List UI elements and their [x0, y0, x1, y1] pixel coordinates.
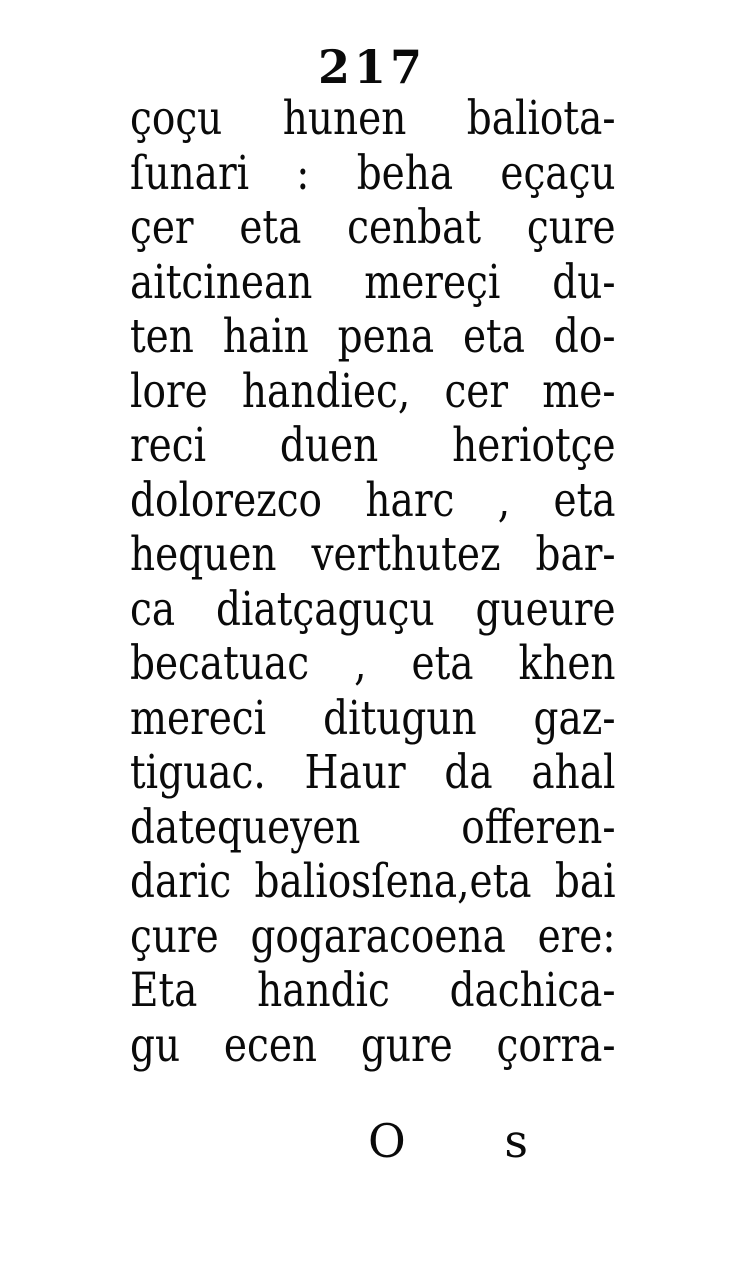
- text-line: [130, 92, 616, 147]
- word: duen: [279, 418, 379, 473]
- word: gure: [360, 1017, 453, 1073]
- text-line: [130, 746, 616, 801]
- word: bai: [554, 854, 616, 909]
- word: baliota-: [466, 91, 616, 146]
- word: ecen: [223, 1017, 318, 1073]
- word: hain: [222, 309, 309, 364]
- text-line: [130, 419, 616, 474]
- word: da: [444, 745, 493, 800]
- word: :: [296, 145, 310, 201]
- text-line: [130, 910, 616, 965]
- word: dolorezco: [130, 472, 323, 528]
- word: mereci: [130, 690, 267, 746]
- text-line: [130, 583, 616, 638]
- text-line: [130, 365, 616, 420]
- page-number: 217: [317, 40, 427, 94]
- word: handic: [257, 963, 390, 1018]
- word: verthutez: [311, 527, 501, 582]
- text-line: [130, 147, 616, 202]
- word: ,: [497, 472, 511, 528]
- word: ca: [130, 581, 176, 637]
- word: du-: [552, 254, 616, 310]
- word: khen: [518, 636, 616, 691]
- catchword-part: O: [368, 1114, 406, 1168]
- word: daric: [130, 854, 232, 909]
- word: gueure: [475, 581, 616, 637]
- word: çoçu: [130, 91, 223, 146]
- word: harc: [365, 472, 455, 528]
- word: ditugun: [323, 690, 477, 746]
- word: reci: [130, 418, 207, 473]
- word: datequeyen: [130, 799, 361, 855]
- word: handiec,: [241, 363, 411, 419]
- word: lore: [130, 363, 208, 419]
- word: eta: [553, 472, 616, 528]
- word: ahal: [531, 745, 616, 800]
- word: diatçaguçu: [216, 581, 435, 637]
- word: me-: [542, 363, 616, 419]
- text-line: [130, 637, 616, 692]
- word: heriotçe: [452, 418, 616, 473]
- word: ere:: [537, 908, 616, 964]
- word: gaz-: [533, 690, 616, 746]
- word: dachica-: [449, 963, 616, 1018]
- text-line: [130, 528, 616, 583]
- text-line: [130, 474, 616, 529]
- text-line: [130, 201, 616, 256]
- word: mereçi: [364, 254, 501, 310]
- word: pena: [337, 309, 435, 364]
- word: bar-: [535, 527, 616, 582]
- word: eta: [239, 200, 302, 255]
- text-line: [130, 692, 616, 747]
- word: çer: [130, 200, 194, 255]
- word: gogaracoena: [250, 908, 506, 964]
- word: becatuac: [130, 636, 310, 691]
- word: gu: [130, 1017, 181, 1073]
- word: ten: [130, 309, 194, 364]
- word: hunen: [282, 91, 407, 146]
- word: hequen: [130, 527, 277, 582]
- word: eçaçu: [500, 145, 616, 201]
- word: offeren-: [461, 799, 616, 855]
- word: çure: [526, 200, 616, 255]
- word: eta: [462, 309, 526, 364]
- text-line: [130, 964, 616, 1019]
- text-line: [130, 801, 616, 856]
- text-line: [130, 1019, 616, 1074]
- word: beha: [356, 145, 454, 201]
- word: ,: [354, 636, 367, 691]
- word: aitcinean: [130, 254, 313, 310]
- word: çorra-: [496, 1017, 616, 1073]
- word: cer: [444, 363, 509, 419]
- word: çure: [130, 908, 219, 964]
- word: Haur: [304, 745, 406, 800]
- text-line: [130, 855, 616, 910]
- body-text: [130, 92, 616, 1073]
- catchword: [368, 1114, 528, 1168]
- text-line: [130, 256, 616, 311]
- word: tiguac.: [130, 745, 266, 800]
- word: ſunari: [130, 145, 250, 201]
- word: Eta: [130, 963, 198, 1018]
- text-line: [130, 310, 616, 365]
- word: baliosſena,eta: [254, 854, 532, 909]
- word: cenbat: [347, 200, 482, 255]
- catchword-part: s: [504, 1114, 528, 1168]
- word: eta: [411, 636, 474, 691]
- word: do-: [553, 309, 616, 364]
